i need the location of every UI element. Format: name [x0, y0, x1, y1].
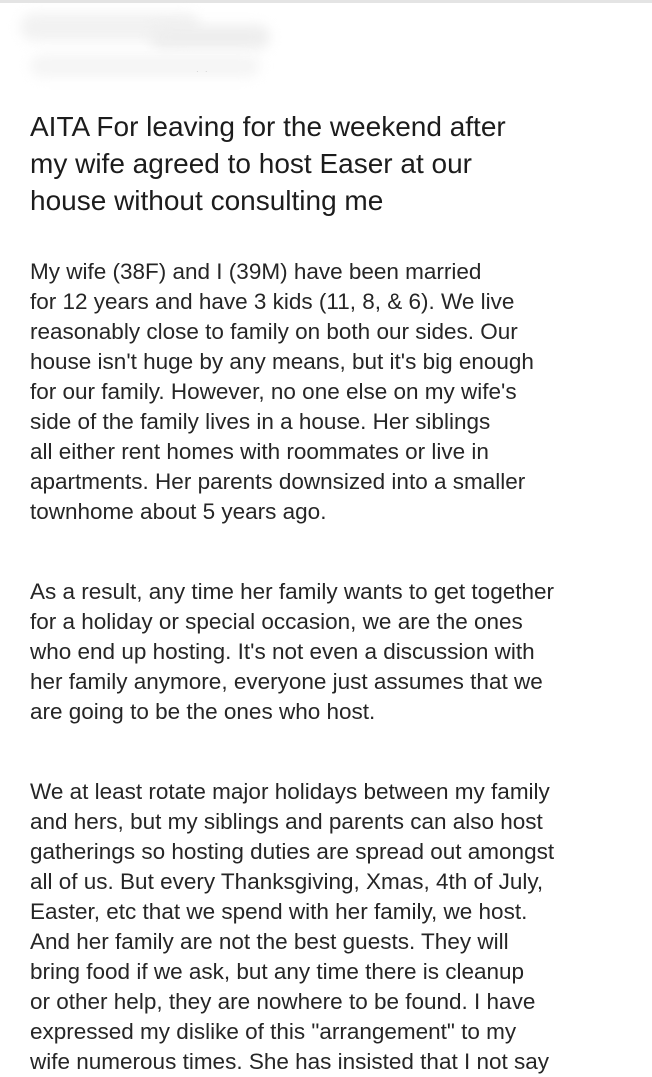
body-line: all either rent homes with roommates or live in: [30, 439, 489, 464]
body-line: We at least rotate major holidays between my family: [30, 779, 550, 804]
body-line: are going to be the ones who host.: [30, 699, 376, 724]
body-line: bring food if we ask, but any time there is cleanup: [30, 959, 525, 984]
post-body: [30, 257, 630, 1077]
body-line: My wife (38F) and I (39M) have been married: [30, 259, 482, 284]
body-line: house isn't huge by any means, but it's big enough: [30, 349, 534, 374]
body-line: all of us. But every Thanksgiving, Xmas, 4th of July,: [30, 869, 544, 894]
body-line: for 12 years and have 3 kids (11, 8, & 6). We live: [30, 289, 515, 314]
body-line: gatherings so hosting duties are spread out amongst: [30, 839, 555, 864]
post-title-line: house without consulting me: [30, 185, 384, 216]
blurred-header: [0, 3, 652, 98]
body-line: reasonably close to family on both our sides. Our: [30, 319, 518, 344]
post-title: [30, 108, 630, 219]
blurred-meta: [30, 55, 260, 77]
body-line: Easter, etc that we spend with her family, we host.: [30, 899, 528, 924]
body-line: wife numerous times. She has insisted that I not say: [30, 1049, 550, 1074]
post-title-line: my wife agreed to host Easer at our: [30, 148, 472, 179]
body-line: and hers, but my siblings and parents can also host: [30, 809, 543, 834]
blurred-avatar: [150, 25, 270, 49]
body-line: for a holiday or special occasion, we are the ones: [30, 609, 523, 634]
post-title-line: AITA For leaving for the weekend after: [30, 111, 506, 142]
separator-dots: · ·: [196, 67, 210, 76]
body-line: And her family are not the best guests. They will: [30, 929, 509, 954]
body-paragraph: [30, 577, 630, 727]
body-line: apartments. Her parents downsized into a smaller: [30, 469, 526, 494]
body-line: for our family. However, no one else on my wife's: [30, 379, 517, 404]
body-line: her family anymore, everyone just assumes that we: [30, 669, 543, 694]
body-line: As a result, any time her family wants to get together: [30, 579, 554, 604]
body-line: or other help, they are nowhere to be found. I have: [30, 989, 536, 1014]
body-line: side of the family lives in a house. Her siblings: [30, 409, 491, 434]
body-paragraph: [30, 257, 630, 527]
body-line: townhome about 5 years ago.: [30, 499, 327, 524]
body-paragraph: [30, 777, 630, 1077]
body-line: expressed my dislike of this "arrangement" to my: [30, 1019, 517, 1044]
body-line: who end up hosting. It's not even a discussion with: [30, 639, 535, 664]
